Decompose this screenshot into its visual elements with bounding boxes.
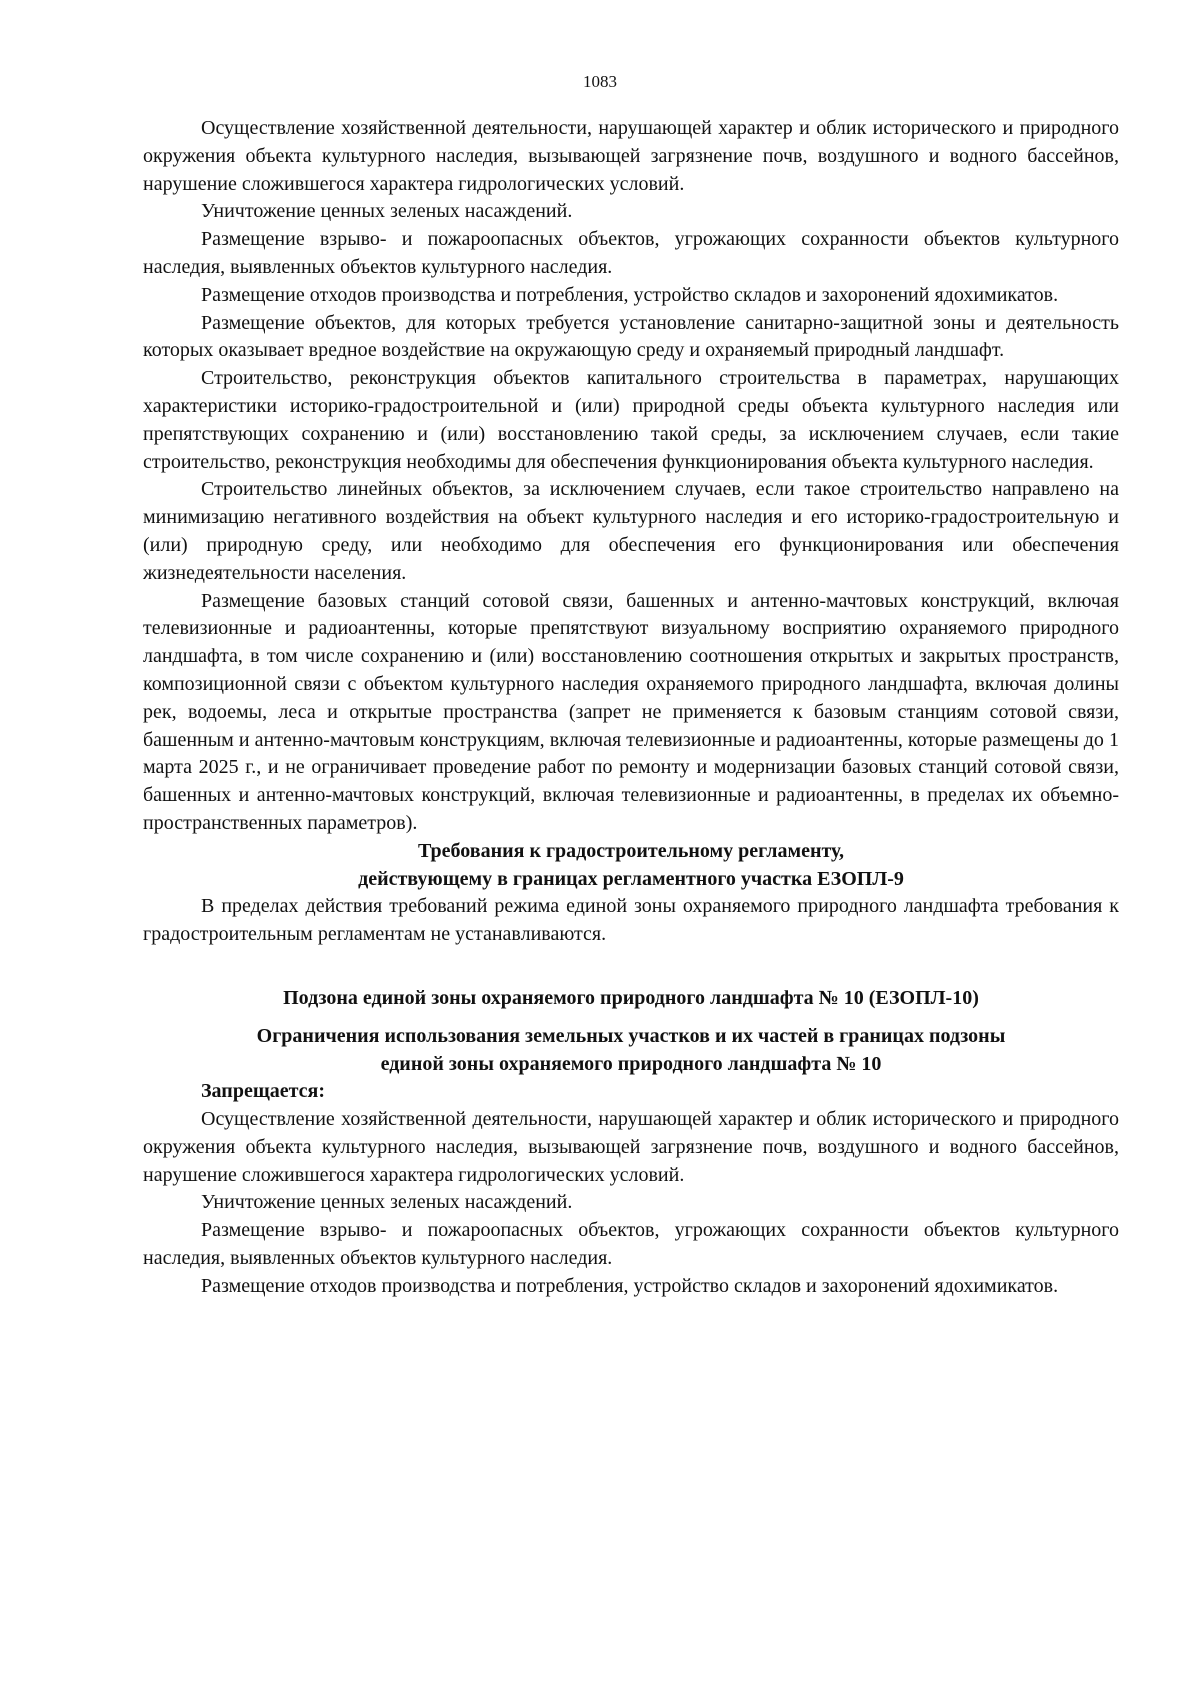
paragraph: Размещение отходов производства и потребления, устройство складов и захоронений ядохимикатов. bbox=[201, 1274, 1059, 1297]
paragraph: Размещение объектов, для которых требуется установление санитарно-защитной зоны и деятельность которых оказывает вредное воздействие на окружающую среду и охраняемый природный ландшафт. bbox=[143, 311, 1119, 362]
document-body bbox=[143, 115, 1119, 1301]
paragraph: Строительство, реконструкция объектов капитального строительства в параметрах, нарушающих характеристики историко-градостроительной и (или) природной среды объекта культурного наследия или препятствующих сохранению и (или) восстановлению такой среды, за исключением случаев, если такие строительство, реконструкция необходимы для обеспечения функционирования объекта культурного наследия. bbox=[143, 367, 1119, 473]
reglament-heading bbox=[143, 838, 1119, 894]
restrictions-heading-line-1: Ограничения использования земельных участков и их частей в границах подзоны bbox=[256, 1024, 1006, 1047]
paragraph: Уничтожение ценных зеленых насаждений. bbox=[201, 200, 573, 223]
section-gap bbox=[143, 949, 1119, 985]
paragraph: Строительство линейных объектов, за исключением случаев, если такое строительство направлено на минимизацию негативного воздействия на объект культурного наследия и его историко-градостроительную и (или) природную среду, или необходимо для обеспечения его функционирования или обеспечения жизнедеятельности населения. bbox=[143, 478, 1119, 584]
reglament-paragraph: В пределах действия требований режима единой зоны охраняемого природного ландшафта требования к градостроительным регламентам не устанавливаются. bbox=[143, 895, 1119, 946]
paragraph: Размещение отходов производства и потребления, устройство складов и захоронений ядохимикатов. bbox=[201, 283, 1059, 306]
reglament-heading-line-1: Требования к градостроительному регламенту, bbox=[417, 839, 845, 862]
paragraph: Размещение взрыво- и пожароопасных объектов, угрожающих сохранности объектов культурного наследия, выявленных объектов культурного наследия. bbox=[143, 228, 1119, 278]
paragraph: Осуществление хозяйственной деятельности, нарушающей характер и облик исторического и природного окружения объекта культурного наследия, вызывающей загрязнение почв, воздушного и водного бассейнов, нарушение сложившегося характера гидрологических условий. bbox=[143, 117, 1119, 195]
prohibited-label: Запрещается: bbox=[201, 1080, 326, 1103]
reglament-heading-line-2: действующему в границах регламентного участка ЕЗОПЛ-9 bbox=[358, 867, 904, 890]
paragraph: Размещение взрыво- и пожароопасных объектов, угрожающих сохранности объектов культурного наследия, выявленных объектов культурного наследия. bbox=[143, 1219, 1119, 1270]
restrictions-heading-line-2: единой зоны охраняемого природного ландшафта № 10 bbox=[380, 1052, 882, 1075]
section-gap bbox=[143, 1013, 1119, 1023]
subzone-title: Подзона единой зоны охраняемого природного ландшафта № 10 (ЕЗОПЛ-10) bbox=[283, 986, 979, 1009]
paragraph: Уничтожение ценных зеленых насаждений. bbox=[201, 1191, 573, 1214]
page-number: 1083 bbox=[583, 72, 617, 91]
paragraph: Размещение базовых станций сотовой связи, башенных и антенно-мачтовых конструкций, включая телевизионные и радиоантенны, которые препятствуют визуальному восприятию охраняемого природного ландшафта, в том числе сохранению и (или) восстановлению соотношения открытых и закрытых пространств, композиционной связи с объектом культурного наследия охраняемого природного ландшафта, включая долины рек, водоемы, леса и открытые пространства (запрет не применяется к базовым станциям сотовой связи, башенным и антенно-мачтовым конструкциям, включая телевизионные и радиоантенны, которые размещены до 1 марта 2025 г., и не ограничивает проведение работ по ремонту и модернизации базовых станций сотовой связи, башенных и антенно-мачтовых конструкций, включая телевизионные и радиоантенны, в пределах их объемно-пространственных параметров). bbox=[143, 589, 1119, 834]
paragraph: Осуществление хозяйственной деятельности, нарушающей характер и облик исторического и природного окружения объекта культурного наследия, вызывающей загрязнение почв, воздушного и водного бассейнов, нарушение сложившегося характера гидрологических условий. bbox=[143, 1108, 1119, 1186]
restrictions-heading bbox=[143, 1023, 1119, 1079]
